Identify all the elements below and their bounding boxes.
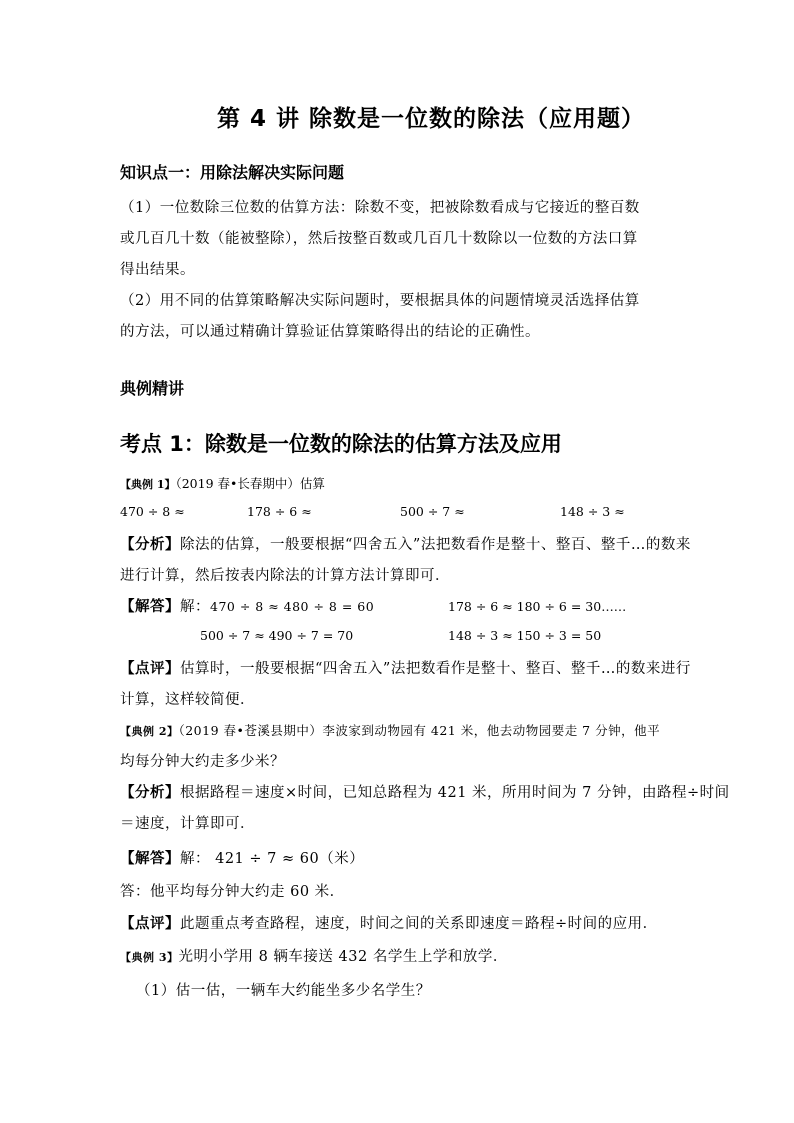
example2-analysis-line1 — [120, 783, 730, 803]
knowledge-p1-line1: （1）一位数除三位数的估算方法：除数不变，把被除数看成与它接近的整百数 — [120, 200, 640, 216]
example3-tag: 【典例 3】 — [120, 951, 179, 964]
knowledge-p2-line1: （2）用不同的估算策略解决实际问题时，要根据具体的问题情境灵活选择估算 — [120, 293, 640, 309]
answer-prefix: 解： — [180, 599, 210, 615]
answer-text: 解： 421 ÷ 7 ≈ 60（米） — [180, 851, 365, 867]
example2-conclusion: 答：他平均每分钟大约走 60 米． — [120, 884, 345, 900]
answer-3: 500 ÷ 7 ≈ 490 ÷ 7 = 70 — [200, 628, 354, 643]
page-title: 第 4 讲 除数是一位数的除法（应用题） — [216, 106, 646, 132]
example2-tag: 【典例 2】 — [120, 725, 179, 738]
answer-2: 178 ÷ 6 ≈ 180 ÷ 6 = 30…… — [448, 599, 627, 614]
example1-expr-2: 178 ÷ 6 ≈ — [247, 504, 312, 519]
example1-comment-line2: 计算，这样较简便． — [120, 692, 255, 708]
example3-question — [120, 947, 508, 968]
knowledge-p1-line2: 或几百几十数（能被整除），然后按整百数或几百几十数除以一位数的方法口算 — [120, 231, 638, 247]
answer-1: 470 ÷ 8 ≈ 480 ÷ 8 = 60 — [210, 599, 375, 614]
example3-sub1: （1）估一估，一辆车大约能坐多少名学生？ — [136, 983, 431, 999]
answer-4: 148 ÷ 3 ≈ 150 ÷ 3 = 50 — [448, 628, 602, 643]
answer-tag: 【解答】 — [120, 850, 180, 867]
knowledge-heading: 知识点一：用除法解决实际问题 — [120, 163, 345, 182]
comment-tag: 【点评】 — [120, 660, 180, 677]
answer-tag: 【解答】 — [120, 598, 180, 615]
knowledge-p1-line3: 得出结果。 — [120, 262, 195, 278]
analysis-tag: 【分析】 — [120, 536, 180, 553]
comment-tag: 【点评】 — [120, 915, 180, 932]
example1-source: （2019 春•长春期中）估算 — [175, 476, 325, 491]
section-title: 典例精讲 — [120, 379, 185, 398]
analysis-text: 除法的估算，一般要根据“四舍五入”法把数看作是整十、整百、整千…的数来 — [180, 537, 691, 553]
example2-question-line1 — [120, 721, 660, 742]
example2-answer — [120, 849, 364, 869]
example3-question-text: 光明小学用 8 辆车接送 432 名学生上学和放学． — [178, 949, 508, 965]
kaodian-title: 考点 1：除数是一位数的除法的估算方法及应用 — [120, 432, 562, 456]
example2-analysis-line2: ＝速度，计算即可． — [120, 816, 255, 832]
example1-expr-4: 148 ÷ 3 ≈ — [560, 504, 625, 519]
analysis-text: 根据路程＝速度×时间，已知总路程为 421 米，所用时间为 7 分钟，由路程÷时间 — [180, 785, 730, 801]
comment-text: 此题重点考查路程，速度，时间之间的关系即速度＝路程÷时间的应用． — [180, 916, 658, 932]
example1-analysis-line1 — [120, 535, 691, 555]
comment-text: 估算时，一般要根据“四舍五入”法把数看作是整十、整百、整千…的数来进行 — [180, 661, 691, 677]
example1-tag: 【典例 1】 — [120, 478, 176, 491]
analysis-tag: 【分析】 — [120, 784, 180, 801]
example1-answer-row1 — [120, 597, 374, 617]
knowledge-p2-line2: 的方法，可以通过精确计算验证估算策略得出的结论的正确性。 — [120, 324, 540, 340]
example2-comment — [120, 914, 658, 934]
example1-analysis-line2: 进行计算，然后按表内除法的计算方法计算即可． — [120, 568, 450, 584]
example1-expr-1: 470 ÷ 8 ≈ — [120, 504, 185, 519]
example2-question: （2019 春•苍溪县期中）李波家到动物园有 421 米，他去动物园要走 7 分钟，他平 — [178, 723, 661, 738]
example1-expr-3: 500 ÷ 7 ≈ — [400, 504, 465, 519]
example1-comment-line1 — [120, 659, 691, 679]
example2-question-line2: 均每分钟大约走多少米？ — [120, 754, 285, 770]
example1-header — [120, 474, 325, 492]
